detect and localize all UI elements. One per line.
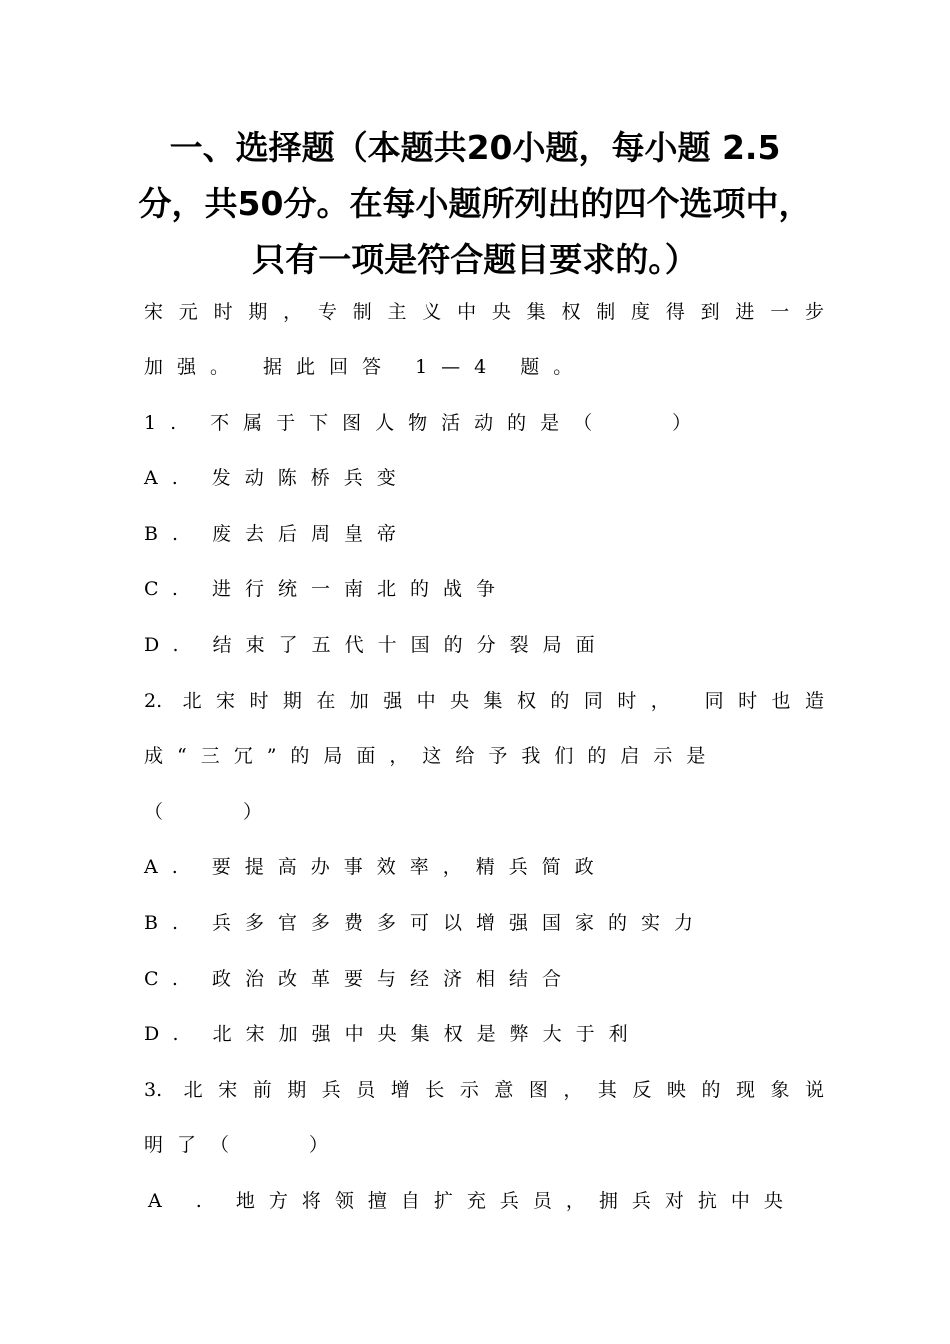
question-2-option-a: A. 要提高办事效率，精兵简政	[144, 856, 608, 878]
question-2-option-c: C. 政治改革要与经济相结合	[144, 968, 575, 990]
question-3-stem-line-1: 3. 北宋前期兵员增长示意图，其反映的现象说	[144, 1079, 824, 1101]
section-heading-line-2: 分，共50分。在每小题所列出的四个选项中，	[138, 184, 812, 223]
question-1-option-b: B. 废去后周皇帝	[144, 523, 411, 545]
question-1-stem: 1. 不属于下图人物活动的是（ ）	[144, 412, 706, 434]
section-heading-line-3: 只有一项是符合题目要求的。）	[252, 240, 698, 279]
question-2-stem-line-3: （ ）	[144, 801, 277, 823]
question-2-option-d: D. 北宋加强中央集权是弊大于利	[144, 1023, 642, 1045]
intro-line-1: 宋元时期，专制主义中央集权制度得到进一步	[144, 301, 824, 323]
question-1-option-d: D. 结束了五代十国的分裂局面	[144, 634, 609, 656]
question-1-option-c: C. 进行统一南北的战争	[144, 578, 509, 600]
intro-line-2: 加强。 据此回答 1—4 题。	[144, 356, 587, 378]
question-1-option-a: A. 发动陈桥兵变	[144, 467, 410, 489]
question-3-option-a: A . 地方将领擅自扩充兵员，拥兵对抗中央	[148, 1190, 797, 1212]
question-3-stem-line-2: 明了（ ）	[144, 1134, 343, 1156]
section-heading-line-1: 一、选择题（本题共20小题，每小题 2.5	[169, 128, 781, 167]
question-2-stem-line-2: 成“三冗”的局面，这给予我们的启示是	[144, 745, 720, 767]
question-2-stem-line-1: 2. 北宋时期在加强中央集权的同时， 同时也造	[144, 690, 824, 712]
question-2-option-b: B. 兵多官多费多可以增强国家的实力	[144, 912, 708, 934]
